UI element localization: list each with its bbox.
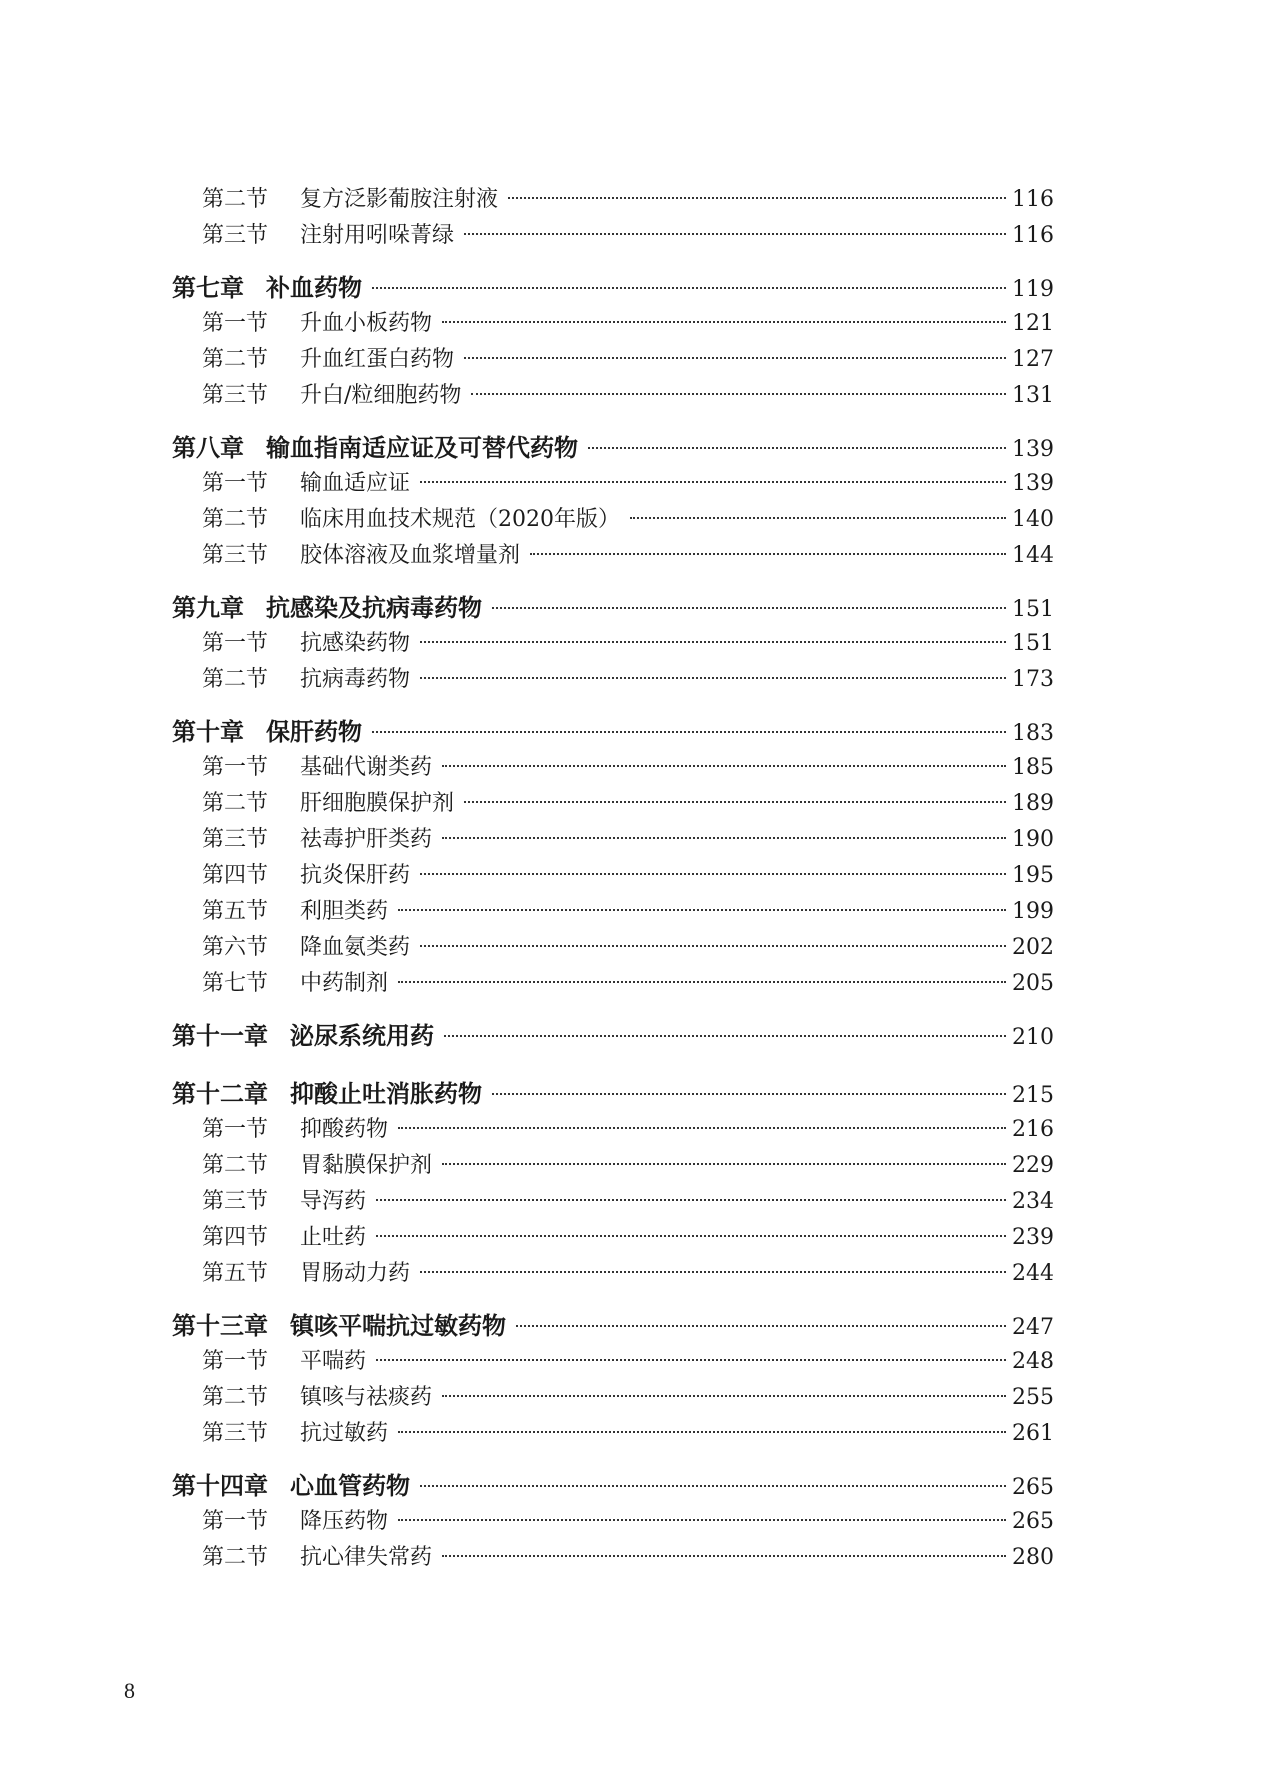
chapter-number: 第十四章	[172, 1471, 268, 1500]
page-ref: 261	[1012, 1421, 1054, 1446]
section-title: 降压药物	[300, 1509, 389, 1534]
dot-leader	[588, 447, 1006, 449]
toc-section-row[interactable]	[172, 662, 1054, 698]
dot-leader	[398, 909, 1006, 911]
toc-chapter-row[interactable]	[172, 1018, 1054, 1054]
section-number: 第五节	[202, 899, 269, 924]
toc-section-row[interactable]	[172, 822, 1054, 858]
chapter-title: 心血管药物	[290, 1471, 410, 1500]
page-ref: 244	[1012, 1261, 1054, 1286]
chapter-title: 保肝药物	[266, 717, 362, 746]
chapter-number: 第十二章	[172, 1079, 268, 1108]
dot-leader	[464, 357, 1006, 359]
section-title: 利胆类药	[300, 899, 389, 924]
chapter-number: 第七章	[172, 273, 244, 302]
page-ref: 265	[1012, 1475, 1054, 1500]
page-ref: 131	[1012, 383, 1054, 408]
page-ref: 248	[1012, 1349, 1054, 1374]
section-title: 升血红蛋白药物	[300, 347, 455, 372]
section-number: 第三节	[202, 543, 269, 568]
chapter-number: 第九章	[172, 593, 244, 622]
chapter-title: 补血药物	[266, 273, 362, 302]
dot-leader	[492, 1093, 1006, 1095]
page-ref: 199	[1012, 899, 1054, 924]
dot-leader	[442, 321, 1006, 323]
dot-leader	[376, 1199, 1006, 1201]
toc-section-row[interactable]	[172, 750, 1054, 786]
dot-leader	[372, 287, 1006, 289]
section-number: 第七节	[202, 971, 269, 996]
dot-leader	[442, 765, 1006, 767]
page-ref: 144	[1012, 543, 1054, 568]
dot-leader	[516, 1325, 1006, 1327]
toc-section-row[interactable]	[172, 1344, 1054, 1380]
page-ref: 190	[1012, 827, 1054, 852]
section-title: 中药制剂	[300, 971, 389, 996]
section-title: 抗感染药物	[300, 631, 411, 656]
dot-leader	[464, 801, 1006, 803]
page-ref: 265	[1012, 1509, 1054, 1534]
dot-leader	[420, 481, 1006, 483]
page-ref: 205	[1012, 971, 1054, 996]
page-ref: 239	[1012, 1225, 1054, 1250]
section-number: 第四节	[202, 1225, 269, 1250]
chapter-title: 输血指南适应证及可替代药物	[266, 433, 578, 462]
chapter-title: 抗感染及抗病毒药物	[266, 593, 482, 622]
page-ref: 121	[1012, 311, 1054, 336]
section-number: 第一节	[202, 631, 269, 656]
page-ref: 189	[1012, 791, 1054, 816]
section-title: 临床用血技术规范（2020年版）	[300, 507, 620, 532]
toc-section-row[interactable]	[172, 538, 1054, 574]
page-ref: 215	[1012, 1083, 1054, 1108]
toc-section-row[interactable]	[172, 1540, 1054, 1576]
dot-leader	[420, 1485, 1006, 1487]
chapter-number: 第八章	[172, 433, 244, 462]
chapter-number: 第十一章	[172, 1021, 268, 1050]
page-ref: 151	[1012, 631, 1054, 656]
chapter-title: 镇咳平喘抗过敏药物	[290, 1311, 506, 1340]
dot-leader	[398, 1127, 1006, 1129]
dot-leader	[420, 1271, 1006, 1273]
toc-chapter-row[interactable]	[172, 270, 1054, 306]
page-ref: 119	[1012, 277, 1054, 302]
section-number: 第一节	[202, 1509, 269, 1534]
section-number: 第二节	[202, 1545, 269, 1570]
toc-section-row[interactable]	[172, 502, 1054, 538]
page-ref: 210	[1012, 1025, 1054, 1050]
section-number: 第一节	[202, 471, 269, 496]
section-title: 胃肠动力药	[300, 1261, 411, 1286]
page-ref: 127	[1012, 347, 1054, 372]
dot-leader	[372, 731, 1006, 733]
section-title: 平喘药	[300, 1349, 367, 1374]
dot-leader	[442, 1163, 1006, 1165]
toc-chapter-row[interactable]	[172, 1308, 1054, 1344]
page-ref: 116	[1012, 187, 1054, 212]
toc-section-row[interactable]	[172, 1220, 1054, 1256]
table-of-contents	[172, 182, 1054, 1576]
dot-leader	[420, 677, 1006, 679]
section-number: 第二节	[202, 791, 269, 816]
page-ref: 229	[1012, 1153, 1054, 1178]
toc-section-row[interactable]	[172, 1184, 1054, 1220]
dot-leader	[398, 1519, 1006, 1521]
page-number: 8	[124, 1678, 135, 1703]
toc-section-row[interactable]	[172, 1504, 1054, 1540]
dot-leader	[442, 837, 1006, 839]
toc-section-row[interactable]	[172, 930, 1054, 966]
section-title: 升血小板药物	[300, 311, 433, 336]
toc-section-row[interactable]	[172, 306, 1054, 342]
toc-chapter-row[interactable]	[172, 590, 1054, 626]
page-ref: 202	[1012, 935, 1054, 960]
section-number: 第五节	[202, 1261, 269, 1286]
section-title: 基础代谢类药	[300, 755, 433, 780]
chapter-title: 抑酸止吐消胀药物	[290, 1079, 482, 1108]
dot-leader	[398, 981, 1006, 983]
toc-section-row[interactable]	[172, 342, 1054, 378]
dot-leader	[530, 553, 1006, 555]
section-number: 第一节	[202, 1117, 269, 1142]
section-number: 第二节	[202, 1153, 269, 1178]
section-title: 镇咳与祛痰药	[300, 1385, 433, 1410]
section-title: 祛毒护肝类药	[300, 827, 433, 852]
section-number: 第三节	[202, 383, 269, 408]
section-title: 降血氨类药	[300, 935, 411, 960]
dot-leader	[492, 607, 1006, 609]
toc-section-row[interactable]	[172, 1416, 1054, 1452]
toc-chapter-row[interactable]	[172, 430, 1054, 466]
dot-leader	[420, 945, 1006, 947]
page-ref: 173	[1012, 667, 1054, 692]
section-title: 复方泛影葡胺注射液	[300, 187, 499, 212]
dot-leader	[420, 641, 1006, 643]
section-title: 抑酸药物	[300, 1117, 389, 1142]
section-number: 第三节	[202, 1189, 269, 1214]
section-title: 输血适应证	[300, 471, 411, 496]
dot-leader	[420, 873, 1006, 875]
toc-section-row[interactable]	[172, 966, 1054, 1002]
page-ref: 247	[1012, 1315, 1054, 1340]
section-title: 导泻药	[300, 1189, 367, 1214]
dot-leader	[508, 197, 1006, 199]
section-number: 第三节	[202, 1421, 269, 1446]
section-number: 第三节	[202, 223, 269, 248]
page-ref: 139	[1012, 437, 1054, 462]
section-number: 第二节	[202, 347, 269, 372]
section-number: 第二节	[202, 507, 269, 532]
toc-section-row[interactable]	[172, 626, 1054, 662]
section-number: 第三节	[202, 827, 269, 852]
toc-section-row[interactable]	[172, 1148, 1054, 1184]
section-number: 第六节	[202, 935, 269, 960]
page-ref: 140	[1012, 507, 1054, 532]
toc-section-row[interactable]	[172, 1380, 1054, 1416]
section-number: 第一节	[202, 1349, 269, 1374]
chapter-title: 泌尿系统用药	[290, 1021, 434, 1050]
dot-leader	[442, 1555, 1006, 1557]
section-title: 肝细胞膜保护剂	[300, 791, 455, 816]
section-title: 抗炎保肝药	[300, 863, 411, 888]
dot-leader	[442, 1395, 1006, 1397]
toc-section-row[interactable]	[172, 218, 1054, 254]
section-number: 第一节	[202, 755, 269, 780]
section-title: 升白/粒细胞药物	[300, 383, 462, 408]
page-ref: 234	[1012, 1189, 1054, 1214]
dot-leader	[398, 1431, 1006, 1433]
toc-chapter-row[interactable]	[172, 1076, 1054, 1112]
section-title: 注射用吲哚菁绿	[300, 223, 455, 248]
section-number: 第一节	[202, 311, 269, 336]
page-ref: 185	[1012, 755, 1054, 780]
dot-leader	[464, 233, 1006, 235]
dot-leader	[444, 1035, 1006, 1037]
section-title: 胃黏膜保护剂	[300, 1153, 433, 1178]
page-ref: 183	[1012, 721, 1054, 746]
dot-leader	[376, 1235, 1006, 1237]
toc-section-row[interactable]	[172, 1256, 1054, 1292]
toc-section-row[interactable]	[172, 466, 1054, 502]
toc-section-row[interactable]	[172, 858, 1054, 894]
section-title: 抗病毒药物	[300, 667, 411, 692]
toc-section-row[interactable]	[172, 894, 1054, 930]
dot-leader	[376, 1359, 1006, 1361]
section-title: 胶体溶液及血浆增量剂	[300, 543, 521, 568]
section-title: 止吐药	[300, 1225, 367, 1250]
section-number: 第二节	[202, 1385, 269, 1410]
toc-chapter-row[interactable]	[172, 1468, 1054, 1504]
page-ref: 116	[1012, 223, 1054, 248]
section-title: 抗过敏药	[300, 1421, 389, 1446]
chapter-number: 第十章	[172, 717, 244, 746]
toc-section-row[interactable]	[172, 378, 1054, 414]
dot-leader	[630, 517, 1006, 519]
chapter-number: 第十三章	[172, 1311, 268, 1340]
toc-section-row[interactable]	[172, 786, 1054, 822]
page-ref: 280	[1012, 1545, 1054, 1570]
section-number: 第二节	[202, 667, 269, 692]
section-number: 第四节	[202, 863, 269, 888]
section-title: 抗心律失常药	[300, 1545, 433, 1570]
toc-section-row[interactable]	[172, 1112, 1054, 1148]
page-ref: 255	[1012, 1385, 1054, 1410]
page-ref: 195	[1012, 863, 1054, 888]
dot-leader	[471, 393, 1006, 395]
toc-chapter-row[interactable]	[172, 714, 1054, 750]
page-ref: 139	[1012, 471, 1054, 496]
section-number: 第二节	[202, 187, 269, 212]
page-ref: 216	[1012, 1117, 1054, 1142]
toc-section-row[interactable]	[172, 182, 1054, 218]
page-ref: 151	[1012, 597, 1054, 622]
